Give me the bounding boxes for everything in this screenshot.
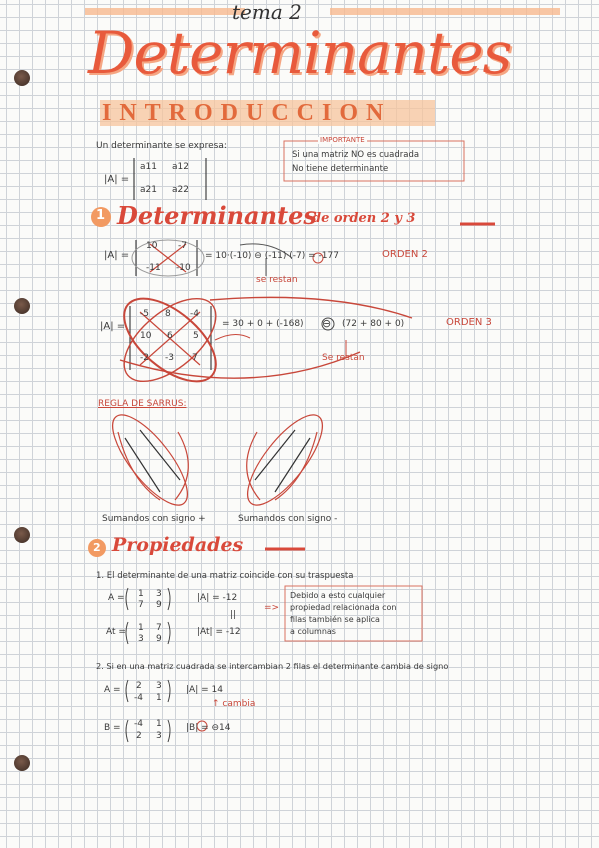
topic-highlight-left bbox=[85, 8, 245, 15]
order3-cell: -4 bbox=[190, 309, 199, 319]
property2-change-note: ↑ cambia bbox=[212, 699, 256, 709]
order2-cell: -7 bbox=[178, 241, 187, 251]
order3-cell: 7 bbox=[192, 353, 198, 363]
property2-b-label: B = bbox=[104, 723, 121, 733]
property1-note-line-2: propiedad relacionada con bbox=[290, 603, 397, 612]
order2-expression: = 10·(-10) ⊖ (-11)·(-7) = -177 bbox=[205, 251, 339, 261]
property1-note-line-4: a columnas bbox=[290, 627, 336, 636]
property1-note-line-1: Debido a esto cualquier bbox=[290, 591, 386, 600]
property1-equal: || bbox=[230, 610, 237, 620]
important-line-2: No tiene determinante bbox=[292, 164, 389, 174]
order3-lhs: |A| = bbox=[100, 321, 126, 332]
important-label: IMPORTANTE bbox=[320, 136, 365, 144]
property1-at-cell: 7 bbox=[156, 623, 162, 633]
order2-cell: -10 bbox=[176, 263, 191, 273]
property2-a-cell: 2 bbox=[136, 681, 142, 691]
section2-number: 2 bbox=[93, 541, 101, 554]
important-line-1: Si una matriz NO es cuadrada bbox=[292, 150, 420, 160]
property1-note-line-3: filas también se aplica bbox=[290, 615, 380, 624]
property1-arrow: => bbox=[264, 603, 280, 613]
property2-a-cell: 1 bbox=[156, 693, 162, 703]
order3-cell: 6 bbox=[167, 331, 173, 341]
order2-cell: 10 bbox=[146, 241, 158, 251]
intro-matrix-cell: a11 bbox=[140, 162, 157, 172]
property1-at-cell: 1 bbox=[138, 623, 144, 633]
order3-label: ORDEN 3 bbox=[446, 317, 492, 328]
sarrus-minus-diagram bbox=[235, 404, 334, 515]
section1-suffix: de orden 2 y 3 bbox=[312, 211, 416, 226]
property1-a-label: A = bbox=[108, 593, 125, 603]
property2-a-cell: -4 bbox=[134, 693, 143, 703]
property1-a-cell: 1 bbox=[138, 589, 144, 599]
section2-title: Propiedades bbox=[112, 534, 244, 556]
order3-cell: -3 bbox=[165, 353, 174, 363]
property1-statement: 1. El determinante de una matriz coincide con su traspuesta bbox=[96, 571, 354, 581]
section1-title: Determinantes bbox=[117, 201, 317, 230]
section-subtitle: INTRODUCCION bbox=[102, 100, 392, 126]
sarrus-plus-diagram bbox=[100, 404, 199, 515]
property2-a-label: A = bbox=[104, 685, 121, 695]
property2-b-cell: 2 bbox=[136, 731, 142, 741]
sarrus-title: REGLA DE SARRUS: bbox=[98, 399, 187, 409]
property1-at-det: |At| = -12 bbox=[197, 627, 241, 637]
property2-statement: 2. Si en una matriz cuadrada se intercambian 2 filas el determinante cambia de signo bbox=[96, 661, 449, 671]
property2-a-cell: 3 bbox=[156, 681, 162, 691]
sarrus-minus-caption: Sumandos con signo - bbox=[238, 514, 338, 524]
order2-note: se restan bbox=[256, 275, 298, 285]
property1-a-cell: 7 bbox=[138, 600, 144, 610]
order3-cell: 10 bbox=[140, 331, 152, 341]
page-title: Determinantes bbox=[88, 19, 512, 87]
property2-a-det: |A| = 14 bbox=[186, 685, 223, 695]
property1-at-label: At = bbox=[106, 627, 126, 637]
sarrus-plus-caption: Sumandos con signo + bbox=[102, 514, 206, 524]
property1-a-cell: 9 bbox=[156, 600, 162, 610]
order2-lhs: |A| = bbox=[104, 250, 130, 261]
topic-highlight-right bbox=[330, 8, 560, 15]
intro-det-lhs: |A| = bbox=[104, 174, 130, 185]
intro-matrix-cell: a12 bbox=[172, 162, 189, 172]
topic-label: tema 2 bbox=[232, 0, 302, 24]
property2-b-cell: 3 bbox=[156, 731, 162, 741]
order3-expression: = 30 + 0 + (-168) bbox=[222, 319, 304, 329]
intro-text: Un determinante se expresa: bbox=[96, 141, 227, 151]
property1-at-cell: 3 bbox=[138, 634, 144, 644]
intro-matrix-cell: a21 bbox=[140, 185, 157, 195]
section1-number: 1 bbox=[96, 208, 106, 223]
property2-b-det: |B| = ⊖14 bbox=[186, 723, 231, 733]
property2-b-cell: -4 bbox=[134, 719, 143, 729]
property2-b-cell: 1 bbox=[156, 719, 162, 729]
intro-matrix-cell: a22 bbox=[172, 185, 189, 195]
order3-expression-2: (72 + 80 + 0) bbox=[342, 319, 405, 329]
property1-at-cell: 9 bbox=[156, 634, 162, 644]
order3-cell: 8 bbox=[165, 309, 171, 319]
order2-cell: -11 bbox=[146, 263, 161, 273]
order2-label: ORDEN 2 bbox=[382, 249, 428, 260]
property1-a-det: |A| = -12 bbox=[197, 593, 238, 603]
order3-cell: -2 bbox=[140, 353, 149, 363]
order3-minus: ⊖ bbox=[322, 317, 332, 330]
order3-cell: 5 bbox=[193, 331, 199, 341]
property1-a-cell: 3 bbox=[156, 589, 162, 599]
order3-note: Se restan bbox=[322, 353, 365, 363]
order3-cell: -5 bbox=[140, 309, 149, 319]
